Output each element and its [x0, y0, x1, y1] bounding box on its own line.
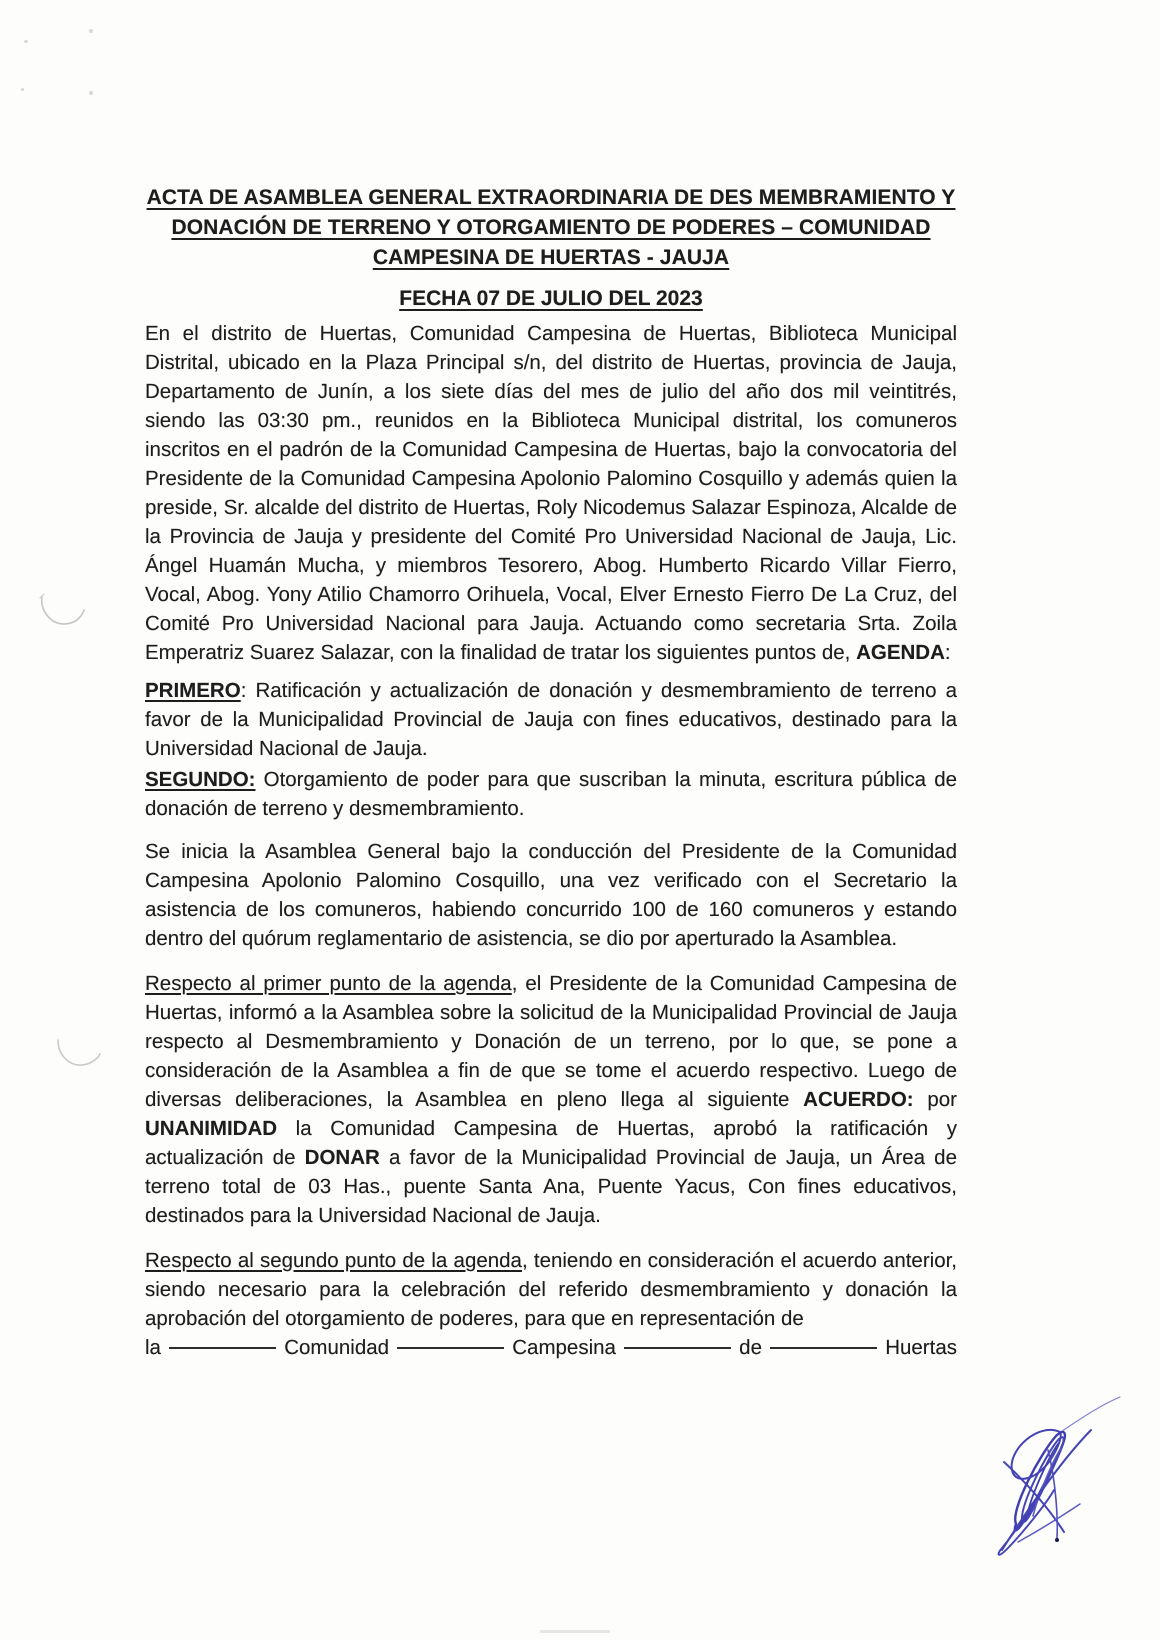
text-segment: Se inicia la Asamblea General bajo la conducción del Presidente de la Comunidad Campesina Apolonio Palomino Cosquillo, una vez verificado con el Secretario la asistencia de los comuneros, habiendo concurrido 100 de 160 comuneros y estando dentro del quórum reglamentario de asistencia, se dio por aperturado la Asamblea. — [145, 840, 957, 950]
text-segment: : — [944, 641, 951, 664]
filler-word: Huertas — [885, 1336, 957, 1359]
text-segment: : Ratificación y actualización de donación y desmembramiento de terreno a favor de la Municipalidad Provincial de Jauja con fines educativos, destinado para la Universidad Nacional de Jauja. — [145, 679, 957, 760]
filler-word: Campesina — [512, 1336, 616, 1359]
pen-mark-icon — [48, 1030, 118, 1080]
long-dash-filler — [169, 1347, 276, 1349]
text-segment: , teniendo en consideración el acuerdo anterior, siendo necesario para la celebración del referido desmembramiento y donación la aprobación del otorgamiento de poderes, para que en representación de — [145, 1249, 958, 1330]
text-segment: , el Presidente de la Comunidad Campesina de Huertas, informó a la Asamblea sobre la solicitud de la Municipalidad Provincial de Jauja respecto al Desmembramiento y Donación de un terreno, por lo que, se pone a consideración de la Asamblea a fin de que se tome el acuerdo respectivo. Luego de diversas deliberaciones, la Asamblea en pleno llega al siguiente — [145, 972, 957, 1111]
long-dash-filler — [624, 1347, 731, 1349]
filler-word: de — [739, 1336, 762, 1359]
scan-speck — [21, 88, 24, 91]
document-body — [145, 183, 957, 1362]
document-title — [145, 183, 957, 273]
text-segment: PRIMERO — [145, 679, 241, 702]
scan-speck — [89, 91, 93, 95]
representation-dash-line — [145, 1333, 957, 1362]
scan-smudge — [540, 1630, 610, 1633]
title-line-1: ACTA DE ASAMBLEA GENERAL EXTRAORDINARIA DE DES MEMBRAMIENTO Y — [146, 186, 956, 209]
text-segment: UNANIMIDAD — [145, 1117, 278, 1140]
text-segment: En el distrito de Huertas, Comunidad Campesina de Huertas, Biblioteca Municipal Distrital, ubicado en la Plaza Principal s/n, del distrito de Huertas, provincia de Jauja, Departamento de Junín, a los siete días del mes de julio del año dos mil veintitrés, siendo las 03:30 pm., reunidos en la Biblioteca Municipal distrital, los comuneros inscritos en el padrón de la Comunidad Campesina de Huertas, bajo la convocatoria del Presidente de la Comunidad Campesina Apolonio Palomino Cosquillo y además quien la preside, Sr. alcalde del distrito de Huertas, Roly Nicodemus Salazar Espinoza, Alcalde de la Provincia de Jauja y presidente del Comité Pro Universidad Nacional de Jauja, Lic. Ángel Huamán Mucha, y miembros Tesorero, Abog. Humberto Ricardo Villar Fierro, Vocal, Abog. Yony Atilio Chamorro Orihuela, Vocal, Elver Ernesto Fierro De La Cruz, del Comité Pro Universidad Nacional para Jauja. Actuando como secretaria Srta. Zoila Emperatriz Suarez Salazar, con la finalidad de tratar los siguientes puntos de, — [145, 322, 957, 664]
text-segment: la Comunidad Campesina de Huertas, aprobó la ratificación y actualización de — [145, 1117, 957, 1169]
title-line-2: DONACIÓN DE TERRENO Y OTORGAMIENTO DE PODERES – COMUNIDAD — [171, 216, 931, 239]
date-heading: FECHA 07 DE JULIO DEL 2023 — [399, 287, 703, 310]
text-segment: a favor de la Municipalidad Provincial de Jauja, un Área de terreno total de 03 Has., puente Santa Ana, Puente Yacus, Con fines educativos, destinados para la Universidad Nacional de Jauja. — [145, 1146, 957, 1227]
paragraph-segundo-punto — [145, 1246, 957, 1333]
title-line-3: CAMPESINA DE HUERTAS - JAUJA — [372, 246, 730, 269]
text-segment: SEGUNDO: — [145, 768, 256, 791]
text-segment: Otorgamiento de poder para que suscriban la minuta, escritura pública de donación de terreno y desmembramiento. — [145, 768, 957, 820]
paragraph-agenda-primero — [145, 676, 957, 763]
paragraph-intro — [145, 319, 957, 667]
scan-speck — [89, 29, 93, 33]
paragraph-primer-punto — [145, 969, 957, 1230]
signature-scribble-icon — [988, 1392, 1130, 1564]
text-segment: por — [913, 1088, 957, 1111]
filler-word: la — [145, 1336, 161, 1359]
text-segment: DONAR — [304, 1146, 380, 1169]
text-segment: Respecto al primer punto de la agenda — [145, 972, 512, 995]
paragraph-apertura-asamblea — [145, 837, 957, 953]
text-segment: Respecto al segundo punto de la agenda — [145, 1249, 522, 1272]
long-dash-filler — [770, 1347, 877, 1349]
long-dash-filler — [397, 1347, 504, 1349]
text-segment: ACUERDO: — [803, 1088, 914, 1111]
filler-word: Comunidad — [284, 1336, 390, 1359]
pen-mark-icon — [34, 588, 104, 638]
text-segment: AGENDA — [856, 641, 945, 664]
scan-speck — [24, 40, 28, 43]
paragraph-agenda-segundo — [145, 765, 957, 823]
